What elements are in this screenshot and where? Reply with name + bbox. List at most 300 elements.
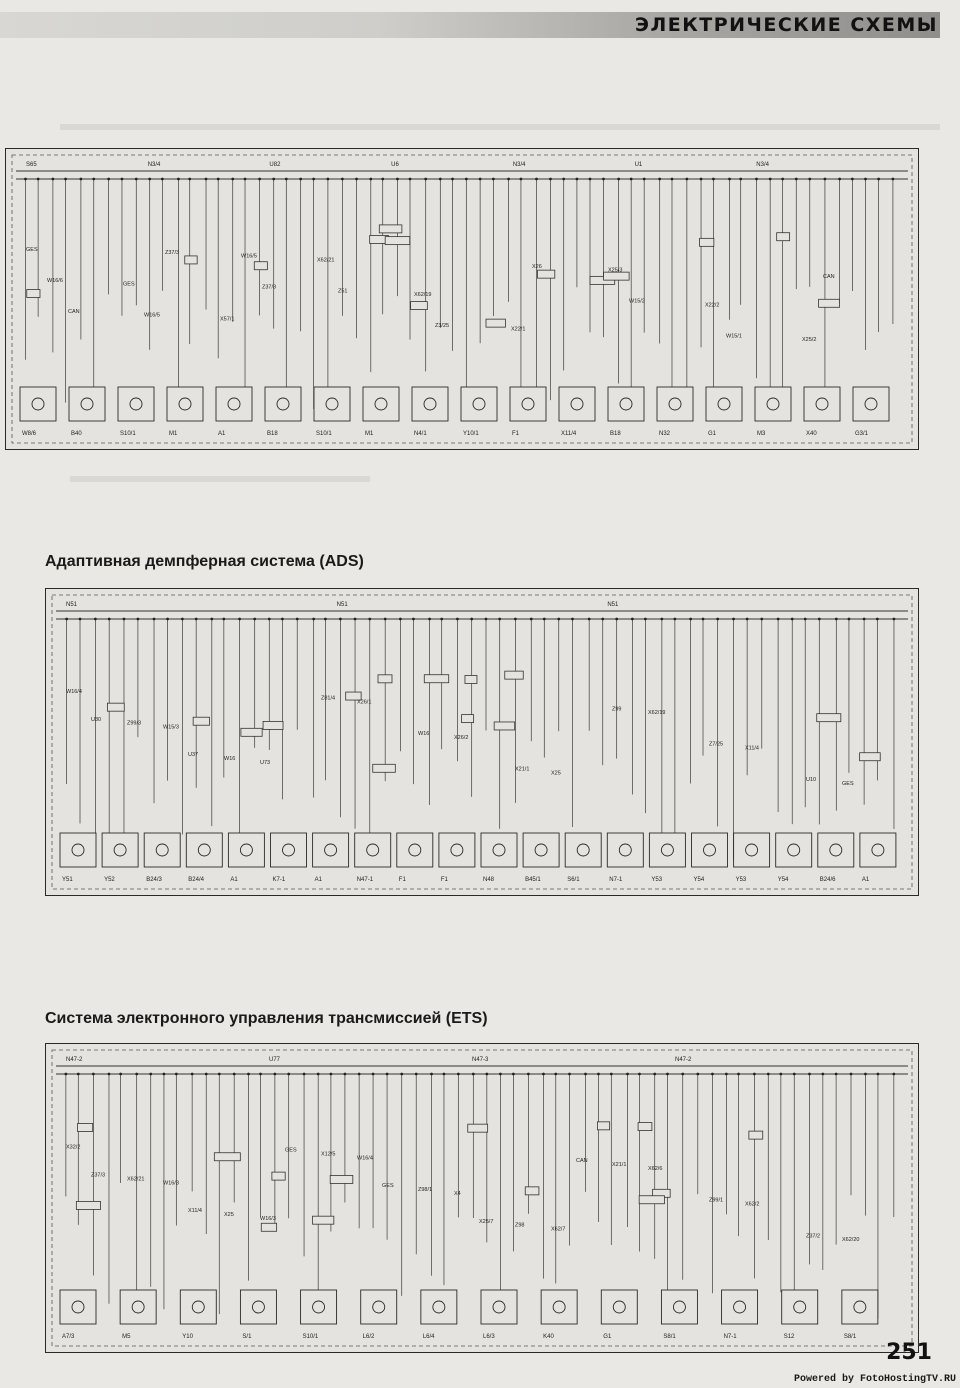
junction-dot	[472, 1073, 475, 1076]
junction-dot	[253, 618, 256, 621]
connector-box	[107, 703, 124, 711]
mid-label: Z37/2	[806, 1233, 821, 1240]
junction-dot	[835, 1073, 838, 1076]
junction-dot	[864, 1073, 867, 1076]
top-label: U77	[269, 1057, 281, 1063]
connector-box	[860, 753, 881, 761]
component-block	[240, 1290, 276, 1324]
junction-dot	[399, 618, 402, 621]
top-label: N47-2	[66, 1057, 83, 1063]
connector-box	[777, 233, 790, 241]
junction-dot	[148, 178, 151, 181]
junction-dot	[439, 178, 442, 181]
component-block	[510, 387, 546, 421]
junction-dot	[368, 618, 371, 621]
junction-dot	[793, 1073, 796, 1076]
component-label: N48	[483, 877, 495, 883]
connector-box	[505, 671, 523, 679]
connector-box	[411, 302, 428, 310]
junction-dot	[233, 1073, 236, 1076]
junction-dot	[746, 618, 749, 621]
mid-label: X25/2	[802, 337, 817, 343]
junction-dot	[312, 178, 315, 181]
mid-label: X32/2	[66, 1144, 81, 1151]
component-block	[734, 833, 770, 867]
mid-label: U37	[188, 752, 199, 759]
component-block	[355, 833, 391, 867]
connector-box	[819, 299, 840, 307]
junction-dot	[597, 1073, 600, 1076]
component-block	[541, 1290, 577, 1324]
mid-label: X25/3	[608, 267, 623, 274]
junction-dot	[79, 178, 82, 181]
mid-label: U73	[260, 759, 271, 766]
junction-dot	[571, 618, 574, 621]
top-label: S65	[26, 162, 37, 168]
component-block	[661, 1290, 697, 1324]
junction-dot	[696, 1073, 699, 1076]
top-label: N47-2	[675, 1057, 692, 1063]
component-label: A1	[218, 431, 226, 437]
junction-dot	[358, 1073, 361, 1076]
component-block	[608, 387, 644, 421]
top-label: U6	[391, 162, 399, 168]
component-label: G1	[603, 1334, 612, 1340]
junction-dot	[92, 178, 95, 181]
connector-box	[313, 1216, 334, 1224]
component-label: M1	[365, 431, 374, 437]
junction-dot	[626, 1073, 629, 1076]
watermark: Powered by FotoHostingTV.RU	[793, 1374, 956, 1385]
junction-dot	[562, 178, 565, 181]
mid-label: CAN	[68, 308, 80, 315]
junction-dot	[584, 1073, 587, 1076]
wiring-diagram-ets	[46, 1044, 918, 1352]
junction-dot	[892, 1073, 895, 1076]
junction-dot	[324, 618, 327, 621]
component-label: Y53	[651, 877, 663, 883]
junction-dot	[312, 618, 315, 621]
mid-label: X4	[454, 1190, 461, 1197]
component-label: N32	[659, 431, 671, 437]
junction-dot	[685, 178, 688, 181]
junction-dot	[195, 618, 198, 621]
component-block	[421, 1290, 457, 1324]
junction-dot	[205, 1073, 208, 1076]
component-label: B24/3	[146, 877, 162, 883]
junction-dot	[268, 618, 271, 621]
junction-dot	[610, 1073, 613, 1076]
junction-dot	[777, 618, 780, 621]
junction-dot	[804, 618, 807, 621]
component-label: N47-1	[356, 877, 374, 883]
junction-dot	[737, 1073, 740, 1076]
junction-dot	[864, 178, 867, 181]
junction-dot	[542, 1073, 545, 1076]
junction-dot	[769, 178, 772, 181]
mid-label: Z37/3	[262, 284, 277, 291]
component-block	[361, 1290, 397, 1324]
junction-dot	[673, 618, 676, 621]
mid-label: GES	[285, 1147, 297, 1154]
top-label: N51	[607, 602, 619, 608]
junction-dot	[456, 618, 459, 621]
component-label: F1	[398, 877, 406, 883]
junction-dot	[512, 1073, 515, 1076]
mid-label: X25/7	[479, 1218, 494, 1225]
junction-dot	[64, 178, 67, 181]
component-block	[804, 387, 840, 421]
connector-box	[424, 675, 448, 683]
component-label: B18	[610, 431, 621, 437]
mid-label: Z3/25	[435, 322, 450, 329]
component-block	[363, 387, 399, 421]
junction-dot	[175, 1073, 178, 1076]
diagram-ads	[45, 588, 919, 896]
component-label: S6/1	[567, 877, 580, 883]
junction-dot	[205, 178, 208, 181]
mid-label: U30	[91, 716, 102, 723]
connector-box	[494, 722, 515, 730]
junction-dot	[161, 178, 164, 181]
component-block	[657, 387, 693, 421]
mid-label: W15/1	[726, 333, 742, 340]
component-label: N4/1	[414, 431, 427, 437]
junction-dot	[430, 1073, 433, 1076]
junction-dot	[443, 1073, 446, 1076]
component-label: X11/4	[561, 431, 577, 437]
component-label: L6/2	[362, 1334, 375, 1340]
mid-label: X62/2	[745, 1201, 760, 1208]
junction-dot	[507, 178, 510, 181]
mid-label: X21/1	[612, 1162, 627, 1169]
junction-dot	[716, 618, 719, 621]
section-title-ets: Система электронного управления трансмиссией (ETS)	[45, 1010, 488, 1027]
junction-dot	[543, 618, 546, 621]
mid-label: Z99	[612, 706, 622, 713]
junction-dot	[181, 618, 184, 621]
junction-dot	[781, 178, 784, 181]
component-label: K7-1	[272, 877, 286, 883]
junction-dot	[77, 1073, 80, 1076]
mid-label: W16/3	[163, 1180, 179, 1187]
junction-dot	[303, 1073, 306, 1076]
junction-dot	[808, 178, 811, 181]
mid-label: U10	[806, 777, 817, 784]
connector-box	[373, 764, 396, 772]
junction-dot	[631, 618, 634, 621]
component-block	[649, 833, 685, 867]
junction-dot	[123, 618, 126, 621]
connector-box	[214, 1153, 240, 1161]
junction-dot	[617, 178, 620, 181]
junction-dot	[795, 178, 798, 181]
connector-box	[468, 1124, 488, 1132]
junction-dot	[166, 618, 169, 621]
connector-box	[385, 237, 410, 245]
component-label: L6/3	[483, 1334, 495, 1340]
junction-dot	[163, 1073, 166, 1076]
component-label: Y10/1	[463, 431, 479, 437]
junction-dot	[238, 618, 241, 621]
mid-label: W16/4	[66, 689, 82, 696]
junction-dot	[767, 1073, 770, 1076]
connector-box	[378, 675, 392, 683]
mid-label: Z99/3	[127, 720, 142, 727]
junction-dot	[779, 1073, 782, 1076]
component-label: S10/1	[302, 1334, 319, 1340]
junction-dot	[440, 618, 443, 621]
junction-dot	[153, 618, 156, 621]
component-block	[565, 833, 601, 867]
component-label: L6/4	[422, 1334, 435, 1340]
component-block	[412, 387, 448, 421]
component-label: M5	[122, 1334, 131, 1340]
connector-box	[272, 1172, 285, 1180]
junction-dot	[893, 618, 896, 621]
junction-dot	[191, 1073, 194, 1076]
junction-dot	[863, 618, 866, 621]
connector-box	[76, 1201, 100, 1209]
junction-dot	[808, 1073, 811, 1076]
component-block	[60, 833, 96, 867]
junction-dot	[739, 178, 742, 181]
component-block	[313, 833, 349, 867]
junction-dot	[818, 618, 821, 621]
mid-label: W16/4	[357, 1155, 373, 1162]
junction-dot	[327, 178, 330, 181]
component-block	[120, 1290, 156, 1324]
mid-label: GES	[123, 281, 135, 288]
component-block	[314, 387, 350, 421]
component-block	[755, 387, 791, 421]
junction-dot	[259, 1073, 262, 1076]
component-label: N7-1	[609, 877, 623, 883]
junction-dot	[602, 178, 605, 181]
junction-dot	[589, 178, 592, 181]
component-block	[782, 1290, 818, 1324]
component-label: Y53	[735, 877, 747, 883]
junction-dot	[755, 178, 758, 181]
junction-dot	[554, 1073, 557, 1076]
wiring-diagram-ads	[46, 589, 918, 895]
component-block	[706, 387, 742, 421]
page-number: 251	[886, 1340, 932, 1365]
junction-dot	[65, 618, 68, 621]
junction-dot	[386, 1073, 389, 1076]
component-label: A1	[314, 877, 322, 883]
mid-label: X57/1	[220, 316, 235, 323]
junction-dot	[231, 178, 234, 181]
junction-dot	[222, 618, 225, 621]
junction-dot	[400, 1073, 403, 1076]
junction-dot	[299, 178, 302, 181]
component-label: S8/1	[663, 1334, 676, 1340]
junction-dot	[498, 618, 501, 621]
junction-dot	[666, 1073, 669, 1076]
mid-label: W16/3	[260, 1215, 276, 1222]
mid-label: Z7/25	[709, 741, 724, 748]
junction-dot	[381, 178, 384, 181]
junction-dot	[689, 618, 692, 621]
mid-label: W16/5	[241, 253, 257, 260]
junction-dot	[330, 1073, 333, 1076]
junction-dot	[576, 178, 579, 181]
junction-dot	[285, 178, 288, 181]
connector-box	[261, 1223, 276, 1231]
connector-box	[330, 1175, 353, 1183]
junction-dot	[535, 178, 538, 181]
component-label: Y54	[693, 877, 705, 883]
component-label: A7/3	[62, 1334, 75, 1340]
junction-dot	[892, 178, 895, 181]
mid-label: Z98/1	[418, 1187, 433, 1194]
connector-box	[254, 262, 267, 270]
diagram-engine	[5, 148, 919, 450]
junction-dot	[671, 178, 674, 181]
connector-box	[27, 290, 40, 298]
component-block	[776, 833, 812, 867]
junction-dot	[712, 178, 715, 181]
mid-label: X25	[224, 1212, 234, 1219]
component-block	[461, 387, 497, 421]
component-block	[102, 833, 138, 867]
junction-dot	[835, 618, 838, 621]
component-block	[301, 1290, 337, 1324]
junction-dot	[638, 1073, 641, 1076]
junction-dot	[681, 1073, 684, 1076]
junction-dot	[485, 1073, 488, 1076]
component-block	[60, 1290, 96, 1324]
connector-box	[700, 238, 714, 246]
junction-dot	[877, 178, 880, 181]
mid-label: W16/6	[47, 277, 63, 284]
junction-dot	[92, 1073, 95, 1076]
junction-dot	[630, 178, 633, 181]
junction-dot	[135, 178, 138, 181]
component-label: Y51	[62, 877, 73, 883]
mid-label: W16	[418, 731, 430, 738]
junction-dot	[188, 178, 191, 181]
connector-box	[817, 714, 841, 722]
junction-dot	[281, 618, 284, 621]
junction-dot	[247, 1073, 250, 1076]
junction-dot	[135, 1073, 138, 1076]
junction-dot	[530, 618, 533, 621]
junction-dot	[409, 178, 412, 181]
junction-dot	[272, 178, 275, 181]
junction-dot	[339, 618, 342, 621]
junction-dot	[824, 178, 827, 181]
junction-dot	[791, 618, 794, 621]
junction-dot	[520, 178, 523, 181]
component-label: M3	[757, 431, 766, 437]
mid-label: X22/1	[511, 326, 526, 333]
component-block	[20, 387, 56, 421]
mid-label: X62/19	[648, 710, 666, 717]
junction-dot	[601, 618, 604, 621]
junction-dot	[244, 178, 247, 181]
connector-box	[638, 1123, 652, 1131]
component-block	[481, 1290, 517, 1324]
junction-dot	[372, 1073, 375, 1076]
mid-label: X62/19	[414, 292, 432, 298]
mid-label: CAN	[823, 274, 835, 281]
mid-label: GES	[26, 247, 38, 253]
junction-dot	[412, 618, 415, 621]
connector-box	[78, 1124, 93, 1132]
junction-dot	[732, 618, 735, 621]
top-label: N3/4	[512, 162, 526, 168]
connector-box	[597, 1122, 609, 1130]
top-label: N3/4	[756, 162, 769, 168]
bleed-through-line	[70, 476, 370, 482]
junction-dot	[711, 1073, 714, 1076]
junction-dot	[760, 618, 763, 621]
component-label: B45/1	[525, 877, 541, 883]
component-block	[397, 833, 433, 867]
component-label: M1	[169, 431, 178, 437]
component-block	[186, 833, 222, 867]
component-label: F1	[512, 431, 520, 437]
junction-dot	[369, 178, 372, 181]
component-label: B18	[267, 431, 278, 437]
connector-box	[486, 319, 505, 327]
component-block	[818, 833, 854, 867]
junction-dot	[753, 1073, 756, 1076]
junction-dot	[177, 178, 180, 181]
junction-dot	[527, 1073, 530, 1076]
junction-dot	[424, 178, 427, 181]
connector-box	[538, 270, 555, 278]
page-header-title: ЭЛЕКТРИЧЕСКИЕ СХЕМЫ	[635, 14, 938, 36]
junction-dot	[465, 178, 468, 181]
junction-dot	[492, 178, 495, 181]
top-label: U1	[634, 162, 643, 168]
junction-dot	[384, 618, 387, 621]
top-label: N51	[336, 602, 348, 608]
junction-dot	[660, 618, 663, 621]
junction-dot	[37, 178, 40, 181]
connector-box	[379, 225, 402, 233]
component-block	[601, 1290, 637, 1324]
junction-dot	[428, 618, 431, 621]
connector-box	[525, 1187, 539, 1195]
component-block	[692, 833, 728, 867]
top-label: N51	[66, 602, 78, 608]
junction-dot	[119, 1073, 122, 1076]
junction-dot	[725, 1073, 728, 1076]
mid-label: X11/4	[745, 745, 759, 752]
junction-dot	[354, 618, 357, 621]
junction-dot	[210, 618, 213, 621]
component-block	[853, 387, 889, 421]
component-label: A1	[230, 877, 238, 883]
junction-dot	[317, 1073, 320, 1076]
mid-label: W16/5	[144, 312, 160, 319]
component-block	[559, 387, 595, 421]
junction-dot	[341, 178, 344, 181]
component-block	[607, 833, 643, 867]
component-label: Y10	[182, 1334, 193, 1340]
wiring-diagram-1	[6, 149, 918, 449]
junction-dot	[700, 178, 703, 181]
component-label: Y54	[777, 877, 789, 883]
junction-dot	[296, 618, 299, 621]
component-label: B24/4	[188, 877, 204, 883]
junction-dot	[258, 178, 261, 181]
junction-dot	[108, 1073, 111, 1076]
